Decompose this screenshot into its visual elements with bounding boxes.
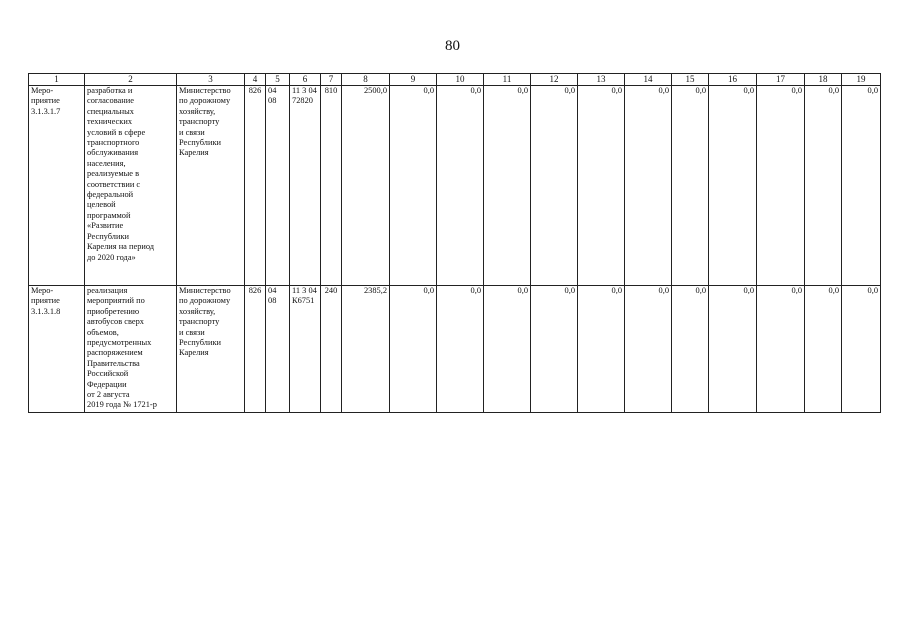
table-cell-col-2: реализация мероприятий по приобретению автобусов сверх объемов, предусмотренных распоряжением Правительства Российской Федерации от 2 августа 2019 года № 1721-р [85, 286, 177, 413]
table-cell-col-16: 0,0 [709, 86, 757, 286]
table-cell-col-17: 0,0 [757, 86, 805, 286]
column-header-10: 10 [437, 74, 484, 86]
table-row [29, 86, 881, 286]
table-cell-col-18: 0,0 [805, 286, 842, 413]
table-cell-col-3: Министерство по дорожному хозяйству, транспорту и связи Республики Карелия [177, 286, 245, 413]
column-header-11: 11 [484, 74, 531, 86]
table-cell-col-18: 0,0 [805, 86, 842, 286]
table-cell-col-19: 0,0 [842, 286, 881, 413]
column-header-12: 12 [531, 74, 578, 86]
table-cell-col-2: разработка и согласование специальных технических условий в сфере транспортного обслуживания населения, реализуемые в соответствии с федеральной целевой программой «Развитие Республики Карелия на период до 2020 года» [85, 86, 177, 286]
table-cell-col-11: 0,0 [484, 86, 531, 286]
column-header-18: 18 [805, 74, 842, 86]
table-cell-col-12: 0,0 [531, 86, 578, 286]
table-cell-col-14: 0,0 [625, 86, 672, 286]
table-cell-col-19: 0,0 [842, 86, 881, 286]
column-header-2: 2 [85, 74, 177, 86]
table-cell-col-17: 0,0 [757, 286, 805, 413]
table-cell-col-10: 0,0 [437, 286, 484, 413]
column-header-16: 16 [709, 74, 757, 86]
table-cell-col-9: 0,0 [390, 86, 437, 286]
table-cell-col-15: 0,0 [672, 286, 709, 413]
table-cell-col-6: 11 3 04 К6751 [290, 286, 321, 413]
table-cell-col-11: 0,0 [484, 286, 531, 413]
table-cell-col-10: 0,0 [437, 86, 484, 286]
table-cell-col-12: 0,0 [531, 286, 578, 413]
table-cell-col-5: 04 08 [266, 86, 290, 286]
table-cell-col-16: 0,0 [709, 286, 757, 413]
page-number: 80 [445, 38, 460, 54]
table-cell-col-6: 11 3 04 72820 [290, 86, 321, 286]
table-cell-col-4: 826 [245, 286, 266, 413]
column-header-13: 13 [578, 74, 625, 86]
table-cell-col-1: Меро- приятие 3.1.3.1.7 [29, 86, 85, 286]
column-header-15: 15 [672, 74, 709, 86]
header-row [29, 74, 881, 86]
column-header-3: 3 [177, 74, 245, 86]
table-cell-col-14: 0,0 [625, 286, 672, 413]
table-cell-col-13: 0,0 [578, 286, 625, 413]
table-cell-col-7: 810 [321, 86, 342, 286]
column-header-9: 9 [390, 74, 437, 86]
table-cell-col-4: 826 [245, 86, 266, 286]
column-header-19: 19 [842, 74, 881, 86]
table-row [29, 286, 881, 413]
column-header-4: 4 [245, 74, 266, 86]
column-header-1: 1 [29, 74, 85, 86]
column-header-5: 5 [266, 74, 290, 86]
table-cell-col-3: Министерство по дорожному хозяйству, транспорту и связи Республики Карелия [177, 86, 245, 286]
table-cell-col-13: 0,0 [578, 86, 625, 286]
table-cell-col-1: Меро- приятие 3.1.3.1.8 [29, 286, 85, 413]
column-header-7: 7 [321, 74, 342, 86]
column-header-14: 14 [625, 74, 672, 86]
budget-table [28, 73, 881, 413]
column-header-8: 8 [342, 74, 390, 86]
table-cell-col-5: 04 08 [266, 286, 290, 413]
column-header-17: 17 [757, 74, 805, 86]
column-header-6: 6 [290, 74, 321, 86]
table-cell-col-8: 2385,2 [342, 286, 390, 413]
table-cell-col-15: 0,0 [672, 86, 709, 286]
table-cell-col-9: 0,0 [390, 286, 437, 413]
table-cell-col-7: 240 [321, 286, 342, 413]
table-cell-col-8: 2500,0 [342, 86, 390, 286]
